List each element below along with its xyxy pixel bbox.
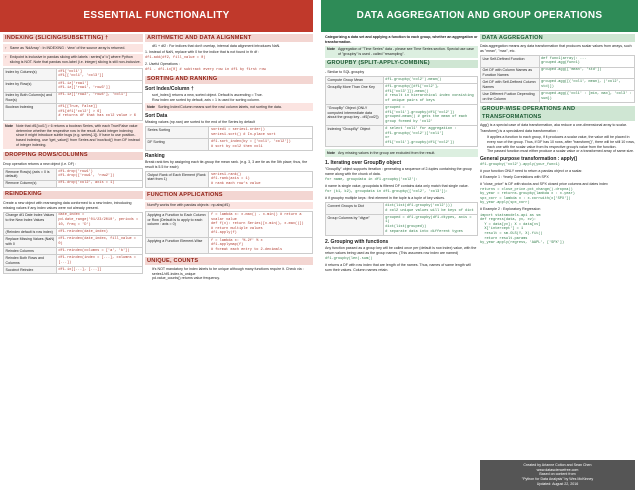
table-row (4, 104, 143, 120)
note-label: Note (327, 47, 335, 52)
row-key: Convert Groups to Dict (326, 203, 384, 215)
row-key: Reindex Columns (4, 248, 57, 255)
section-title: UNIQUE, COUNTS (145, 257, 313, 265)
row-key: Reindex Both Rows and Columns (4, 255, 57, 267)
table-row (481, 67, 635, 79)
row-code: def func1(array): ... grouped.agg(func1) (539, 55, 634, 67)
row-key: Remove Row(s) (axis = 0 is default) (4, 168, 57, 180)
row-key: Index by Column(s) (4, 68, 57, 80)
paragraph: Any function passed as a group key will be called once per (default is row index) value, with the return values being used as the group names. (This assumes row index are named) (325, 246, 477, 255)
row-key: Index by Both Column(s) and Row(s) (4, 92, 57, 104)
subheading: General purpose transformation : apply() (480, 155, 578, 162)
note-box (3, 123, 143, 149)
paragraph: Data aggregation means any data transformation that produces scalar values from arrays, such as "mean", "max", etc. (480, 44, 632, 53)
paragraph: Break rank ties by assigning each tie-group the mean rank. (e.g. 3, 3 are tie as the 5th place; thus, the result is 5.5 for each) (145, 160, 308, 169)
subheading: Ranking (145, 153, 165, 159)
row-code: dict(list(df1.groupby('col2'))) # col2 unique values will be keys of dict (383, 203, 477, 215)
code-line: df1 - df1.ix[0] # subtract every row in df1 by first row (145, 68, 266, 73)
table-row (4, 255, 143, 267)
table-row (146, 212, 313, 238)
paragraph: "GroupBy" object supports iteration : generating a sequence of 2-tuples containing the group name along with the chunk of data. (325, 167, 472, 176)
credit-line: Created by Arianne Colton and Sean Chen (523, 462, 592, 467)
section-title: REINDEXING (3, 191, 143, 199)
note-box (325, 46, 478, 58)
row-key: Change df1 Date Index Values to the New Index Values (4, 212, 57, 228)
code-block: returns = close_price.pct_change().dropna() by_year = returns.groupby(lambda x : x.year) spx_corr = lambda x : x.corrwith(x['SPX']) by_year.apply(spx_corr) (480, 187, 575, 206)
agg-table (480, 55, 635, 103)
table-row (146, 237, 313, 253)
row-code: sorted1 = series1.order() series1.sort() # In-place sort (209, 127, 313, 139)
table-row (4, 80, 143, 92)
data-aggregation-banner: DATA AGGREGATION AND GROUP OPERATIONS (321, 0, 638, 32)
row-key: Use Self-Defined Function (481, 55, 540, 67)
arithmetic-section (145, 34, 313, 73)
note-text: Sorting Index/Column means sort the row/ column labels, not sorting the data. (158, 104, 282, 109)
bullet: • sort_index() returns a new, sorted object. Default is ascending = True. (152, 93, 313, 98)
table-row (326, 105, 478, 126)
groupby-section (325, 60, 478, 157)
table-row (4, 267, 143, 274)
note-label: Note (327, 150, 335, 155)
subheading: Sort Index/Column † (145, 85, 194, 92)
unique-counts-section (145, 257, 313, 281)
function-applications-section (145, 191, 313, 254)
paragraph: - Similar to SQL groupby (325, 70, 365, 75)
table-row (146, 139, 313, 151)
row-code: df1.reindex(index = [...], columns = [...]) (56, 255, 142, 267)
paragraph: # if groupby multiple keys : first element in the tuple is a tuple of key values. (325, 196, 446, 201)
row-code: df1.iz[['row2', 'row4'], 'col1'] (56, 92, 142, 104)
section-title: DROPPING ROWS/COLUMNS (3, 152, 143, 160)
column-3 (325, 34, 478, 493)
grouping-functions-section (325, 239, 478, 272)
essential-functionality-banner: ESSENTIAL FUNCTIONALITY (0, 0, 313, 32)
table-row (326, 77, 478, 84)
row-key: Boolean Indexing (4, 104, 57, 120)
row-key: Compute Group Mean (326, 77, 384, 84)
indexing-table (3, 68, 143, 121)
paragraph: Agg() is a special case of data transformation, aka reduce a one-dimensional array to scalar. (480, 123, 627, 128)
credits-box (480, 460, 635, 490)
credit-line: Based on content from (539, 472, 576, 477)
groupby-table (325, 76, 478, 147)
paragraph: # Example 1 : Yearly Correlations with SPX (480, 175, 549, 180)
note-box (325, 149, 478, 157)
reindexing-table (3, 212, 143, 275)
note-text: Aggregation of "Time Series" data - please see Time Series section. Special use case of "groupby" is used - called "resampling". (338, 47, 475, 56)
table-row (481, 55, 635, 67)
row-code: grouped.agg({'col1' : [min, max], 'col3' : sum}) (539, 91, 634, 103)
row-key: (Reindex default is row index) (4, 229, 57, 236)
row-key: Replace Missing Values (NaN) with 0 (4, 236, 57, 248)
note-box: ↑ Same as 'NdArray' : In INDEXING : 'view' of the source array is returned. (3, 44, 143, 52)
paragraph: # "close_price" is DF with stocks and SPX closed price columns and dates index (480, 181, 608, 186)
row-key: DF Sorting (146, 139, 209, 151)
section-title: FUNCTION APPLICATIONS (145, 191, 313, 199)
code-line: df1.groupby(len).sum() (325, 257, 373, 262)
paragraph: # your function ONLY need to return a pandas object or a scalar. (480, 169, 583, 174)
row-key: Series Sorting (146, 127, 209, 139)
row-code: df1.reindex(date_index, fill_value = 0) (56, 236, 142, 248)
row-key: Index by Row(s) (4, 80, 57, 92)
bullet: • pd.value_counts() returns value frequency. (152, 276, 313, 281)
code-line: for (k1, k2), groupdata in df1.groupby(['col2', 'col3']): (325, 190, 448, 195)
subheading: 2. Grouping with functions (325, 239, 389, 246)
row-key: Get DF with Column Names as Function Names (481, 67, 540, 79)
data-aggregation-section (480, 34, 635, 103)
paragraph: Missing values (np.nan) are sorted to the end of the Series by default (145, 120, 255, 125)
note-text: Endpoint is inclusive in pandas slicing with labels : series['a':'c'] where Python slicing is NOT. Note that pandas non-label (i.e. integer) slicing is still non-inclusive. (9, 55, 141, 64)
column-1 (3, 34, 143, 493)
note-text: Same as 'NdArray' : In INDEXING : 'view' of the source array is returned. (9, 45, 126, 50)
row-code: grouped.agg(['mean', 'std']) (539, 67, 634, 79)
row-code: f = lambda x: x.max() - x.min() # return a scalar value def f(x): return Series([x.min(), x.max()]) # return multiple values df1.apply(f) (209, 212, 313, 238)
credit-date: Updated: August 22, 2016 (536, 482, 579, 487)
section-title: SORTING AND RANKING (145, 76, 313, 84)
table-row (4, 168, 143, 180)
note-box (145, 202, 313, 210)
section-title: ARITHMETIC AND DATA ALIGNMENT (145, 34, 313, 42)
section-title: GROUP-WISE OPERATIONS AND TRANSFORMATIONS (480, 106, 635, 121)
row-key: Output Rank of Each Element (Rank start from 1) (146, 172, 209, 188)
note-box (145, 103, 313, 111)
iter-table (325, 202, 478, 236)
reindexing-section (3, 191, 143, 274)
sorting-section (145, 76, 313, 189)
row-code: df1.groupby([df1['col2'], df1['col3']]).mean() # result in hierarchical index consisting of unique pairs of keys (383, 84, 477, 105)
table-row (4, 248, 143, 255)
row-key: Applying a Function Element-Wise (146, 237, 209, 253)
bullet: • It applies a function to each group, if it produces a scalar value, the value will be placed in every row of the group. Thus, if DF has 10 rows, after "transform()", there will be still 10 rows, each one with the scalar value from its respective group's value from the function. (487, 135, 635, 149)
rank-table (145, 171, 313, 188)
row-code: grouped = df1['col1'].groupby(df1['col2']) grouped.mean() # gets the mean of each group formed by 'col2' (383, 105, 477, 126)
credit-link[interactable]: www.datasciencefree.com (536, 467, 579, 472)
table-row (481, 91, 635, 103)
column-2 (145, 34, 313, 493)
row-code: df1[[True, False]] df1[df1['col2'] > 6] # returns df that has col2 value > 6 (56, 104, 142, 120)
row-key: Indexing "GroupBy" Object (326, 126, 384, 147)
code-block: import statsmodels.api as sm def regress(data, yv, xv): Y = data[yv]; X = data[xv] X['intercept'] = 1 result = sm.OLS(Y, X).fit() return result.params by_year.apply(regress, 'AAPL', ['SPX']) (480, 213, 565, 246)
table-row (4, 212, 143, 228)
row-key: Applying a Function to Each Column or Row (Default is to apply to each column : axis = 0) (146, 212, 209, 238)
note-label: Note (5, 124, 13, 129)
row-key: Remove Column(s) (4, 180, 57, 187)
table-row (326, 84, 478, 105)
row-key: Use Different Fuction Depending on the Column (481, 91, 540, 103)
paragraph: 2. Useful Operations : (145, 61, 180, 66)
groupwise-section (480, 106, 635, 246)
table-row (4, 180, 143, 187)
table-row (4, 92, 143, 104)
iterating-section (325, 160, 478, 236)
bullet: • Row index are sorted by default, axis = 1 is used for sorting column. (152, 98, 313, 103)
row-code: grouped = df1.groupby(df1.dtypes, axis = 1) dict(list(grouped)) # separate data into different types (383, 215, 477, 236)
note-box: ↑ Endpoint is inclusive in pandas slicing with labels : series['a':'c'] where Python slicing is NOT. Note that pandas non-label (i.e. integer) slicing is still non-inclusive. (3, 54, 143, 66)
row-code: df1.groupby('col2').mean() (383, 77, 477, 84)
table-row (4, 68, 143, 80)
row-code: f = lambda x: '%.2f' % x df1.applymap(f) # format each entry to 2-decimals (209, 237, 313, 253)
note-label: Note (147, 104, 155, 109)
table-row (146, 172, 313, 188)
code-line: df1.add(df2, fill_value = 0) (145, 55, 206, 60)
table-row (4, 229, 143, 236)
row-code: df1.drop('col2', axis = 1) (56, 180, 142, 187)
section-title: INDEXING (SLICING/SUBSETTING) † (3, 34, 143, 42)
dropping-section (3, 152, 143, 188)
row-key: Get DF with Self-Defined Column Names (481, 79, 540, 91)
intro-text: Categorizing a data set and applying a function to each group, whether an aggregation or transformation. (325, 35, 478, 44)
paragraph: Transform() is a specialized data transformation : (480, 129, 558, 134)
note-text: Any missing values in the group are excluded from the result. (338, 150, 436, 155)
table-row (481, 79, 635, 91)
sort-table (145, 126, 313, 151)
row-code: df1['col1'] df1[['col1', 'col3']] (56, 68, 142, 80)
row-key: Succinct Reindex (4, 267, 57, 274)
row-code: df1.ix[[...], [...]] (56, 267, 142, 274)
code-line: for name, groupdata in df1.groupby('col2'): (325, 177, 418, 182)
row-key: "GroupBy" Object (ONLY computed intermediate data about the group key - df1['col2']) (326, 105, 384, 126)
column-4 (480, 34, 635, 451)
code-line: df1.groupby('col2').apply(your_func1) (480, 163, 560, 168)
subheading: 1. Iterating over GroupBy object (325, 159, 402, 166)
note-text: Note that df1['col1'] > 6 returns a boolean Series, with each True/False value determine whether the respective row in the result. Avoid integer indexing since it might introduce subtle bugs (e.g. series[-1]). If have to use position-based indexing, use 'iget_value()' from Series and 'irow/icol()' from DF instead of integer indexing. (16, 124, 140, 147)
table-row (326, 215, 478, 236)
paragraph: # returns a DF with row index that are length of the names. Thus, names of same length will sum their values. Column names retain. (325, 263, 471, 272)
indexing-section (3, 34, 143, 149)
table-row (326, 126, 478, 147)
section-title: DATA AGGREGATION (480, 34, 635, 42)
credit-line: "Python for Data Analysis" by Wes McKinney (521, 477, 594, 482)
row-code: df1.reindex(date_index) (56, 229, 142, 236)
table-row (146, 127, 313, 139)
row-code: series1.rank() df1.rank(axis = 1) # rank each row's value (209, 172, 313, 188)
paragraph: # Example 2 : Exploratory Regression (480, 207, 541, 212)
subheading: Sort Data (145, 112, 168, 119)
row-code: grouped.agg([('col1', mean), ('col2', std)]) (539, 79, 634, 91)
bullet: • df1 + df2 : For indices that don't overlap, internal data alignment introduces NaN. (152, 44, 313, 49)
row-key: GroupBy More Than One Key (326, 84, 384, 105)
dropping-table (3, 168, 143, 188)
paragraph: Create a new object with rearranging data conformed to a new index, introducing missing values if any index values were not already present. (3, 201, 132, 210)
paragraph: Drop operation returns a new object (i.e. DF) : (3, 161, 77, 166)
row-code: df1.drop('row1') df1.drop(['row1', 'row2']) (56, 168, 142, 180)
row-code: df1.sort_index(by = ['col1', 'col2']) # sort by col2 then col1 (209, 139, 313, 151)
table-row (4, 236, 143, 248)
bullet: • The passed function must either produce a scalar value or a transformed array of same size. (487, 149, 635, 154)
row-key: Group Columns by "dtype" (326, 215, 384, 236)
row-code: df1.iz['row1'] df1.iz[['row1', 'row3']] (56, 80, 142, 92)
table-row (326, 203, 478, 215)
section-title: GROUPBY (SPLIT-APPLY-COMBINE) (325, 60, 478, 68)
funcapp-table (145, 211, 313, 254)
row-code: df1.reindex(columns = ['a', 'b']) (56, 248, 142, 255)
note-text: NumPy works fine with pandas objects : np.abs(df1) (147, 203, 230, 208)
bullet: • It's NOT mandatory for index labels to be unique although many functions require it. Check via : series1/df1.index.is_unique (152, 267, 313, 276)
paragraph: 1. Instead of NaN, replace with 0 for the indice that is not found in th df : (145, 49, 260, 54)
row-code: # select 'col1' for aggregation : df1.groupby('col2')['col1'] or df1['col1'].groupby(df1['col2']) (383, 126, 477, 147)
row-code: date_index = pd.date_range('01/23/2010', periods = 10, freq = 'D') (56, 212, 142, 228)
paragraph: # name is single value, groupdata is filtered DF contains data only match that single value. (325, 183, 469, 188)
